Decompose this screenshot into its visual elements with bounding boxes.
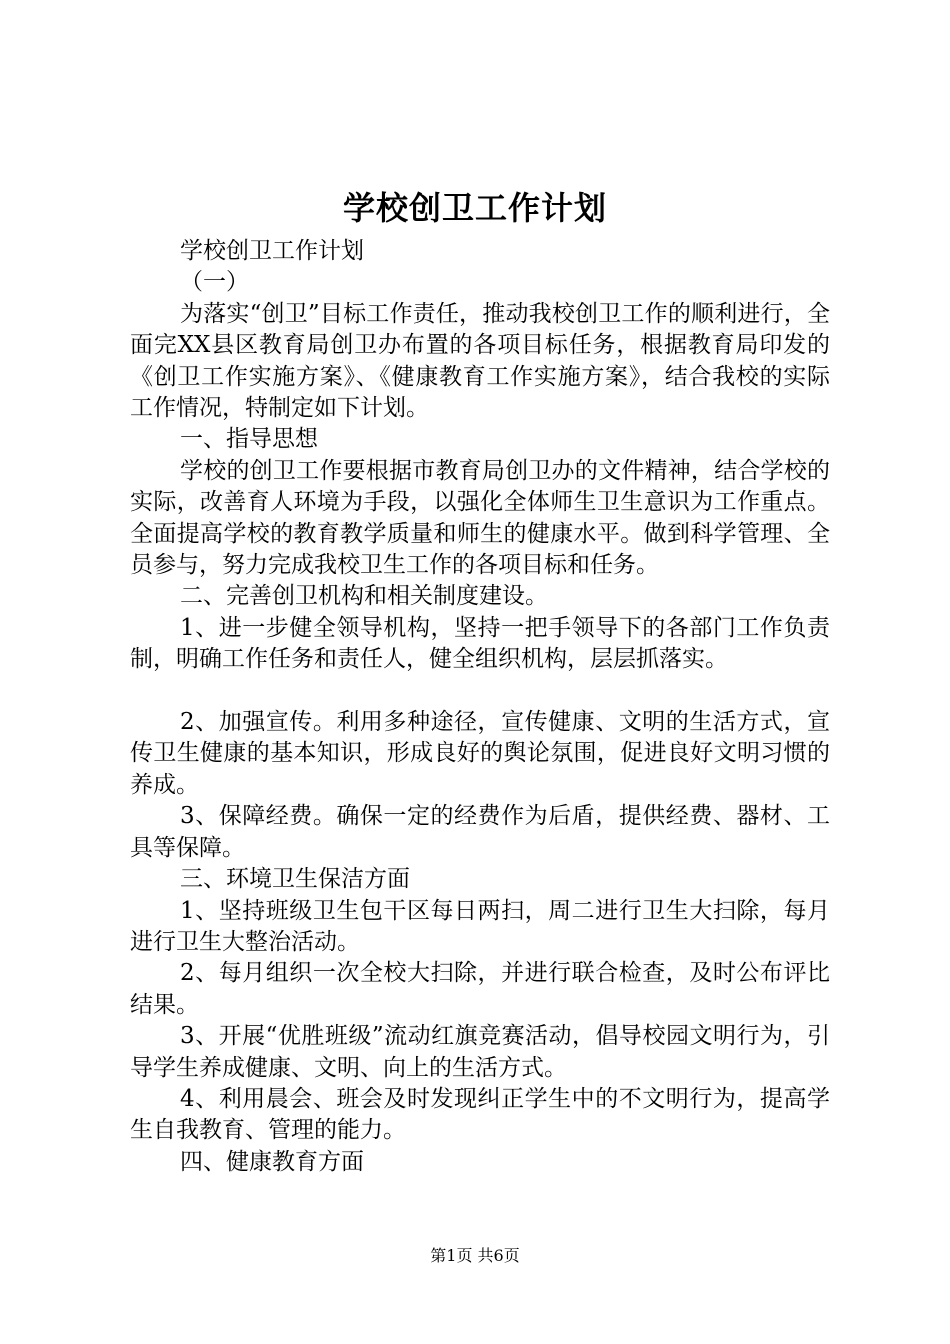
paragraph-spacer (130, 676, 830, 707)
heading-guiding-ideology: 一、指导思想 (180, 426, 318, 453)
paragraph-guiding-ideology: 学校的创卫工作要根据市教育局创卫办的文件精神，结合学校的实际，改善育人环境为手段，以强化全体师生卫生意识为工作重点。全面提高学校的教育教学质量和师生的健康水平。做到科学管理、全员参与，努力完成我校卫生工作的各项目标和任务。 (130, 457, 830, 579)
paragraph-subtitle: 学校创卫工作计划 (180, 238, 364, 264)
paragraph-intro: 为落实“创卫”目标工作责任，推动我校创卫工作的顺利进行，全面完XX县区教育局创卫办布置的各项目标任务，根据教育局印发的《创卫工作实施方案》、《健康教育工作实施方案》，结合我校的实际工作情况，特制定如下计划。 (130, 300, 830, 422)
heading-health-education: 四、健康教育方面 (180, 1148, 364, 1175)
heading-organization: 二、完善创卫机构和相关制度建设。 (180, 583, 548, 610)
page-number: 第1页 共6页 (430, 1246, 520, 1265)
heading-environment: 三、环境卫生保洁方面 (180, 866, 410, 893)
document-title: 学校创卫工作计划 (342, 189, 607, 227)
paragraph-environment-1: 1、坚持班级卫生包干区每日两扫，周二进行卫生大扫除，每月进行卫生大整治活动。 (130, 897, 830, 955)
paragraph-environment-3: 3、开展“优胜班级”流动红旗竞赛活动，倡导校园文明行为，引导学生养成健康、文明、向上的生活方式。 (130, 1023, 830, 1081)
paragraph-organization-1: 1、进一步健全领导机构，坚持一把手领导下的各部门工作负责制，明确工作任务和责任人，健全组织机构，层层抓落实。 (130, 614, 830, 673)
paragraph-environment-4: 4、利用晨会、班会及时发现纠正学生中的不文明行为，提高学生自我教育、管理的能力。 (130, 1085, 830, 1144)
paragraph-environment-2: 2、每月组织一次全校大扫除，并进行联合检查，及时公布评比结果。 (130, 960, 830, 1018)
paragraph-organization-3: 3、保障经费。确保一定的经费作为后盾，提供经费、器材、工具等保障。 (130, 803, 830, 861)
document-body (130, 236, 830, 1178)
paragraph-organization-2: 2、加强宣传。利用多种途径，宣传健康、文明的生活方式，宣传卫生健康的基本知识，形成良好的舆论氛围，促进良好文明习惯的养成。 (130, 709, 830, 798)
paragraph-section-number: （一） (180, 269, 249, 296)
